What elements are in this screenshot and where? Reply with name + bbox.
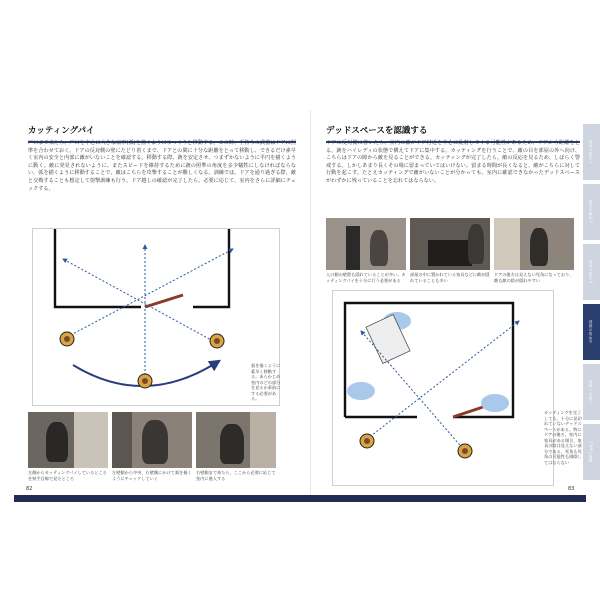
right-photo-2 <box>410 218 490 270</box>
right-photo-1 <box>326 218 406 270</box>
right-photo-3 <box>494 218 574 270</box>
sight-line-1 <box>67 249 233 337</box>
right-photo-caption-3: ドアの後方は見えない死角になっており、敵も敵の陰が隠れやすい <box>494 272 574 283</box>
left-diagram-caption: 弧を描くように素早く移動する。あらかじめ室内のどの部分を見るか事前にする必要がある。 <box>251 363 281 401</box>
right-shooter-left-icon <box>360 434 374 448</box>
right-photo-caption-2: 部屋の中に置かれている家具などに敵が隠れていることも多い <box>410 272 490 283</box>
left-page-body: 戸口まで来たら、戸口を中心に大きな扇形(弧)を描くようにゆっくりと移動する。この時、手持ちの武器はドアに照準を合わせておく。ドアの反対側の壁にたどり着くまで、ドアとの間に十分な距離をとって移動し、できるだけ素早く室内の安全と内部に敵がいないことを確認する。移動する際、銃を安定させ、つまずかないように半円を描くように動く。敵に発見されないように、またスピードを維持するために銃の照準の角度を多少犠牲にしなければならない。弧を描くように移動することで、敵はこちらを攻撃することが難しくなる。訓練では、ドアを通り過ぎる際、敵と交戦することも想定して射撃訓練も行う。ドア越しの確認が完了したら、必要に応じて、室内をさらに詳細にチェックする。 <box>28 140 296 192</box>
shooter-left-icon <box>60 332 74 346</box>
section-tab-2[interactable]: 屋内の制圧 2 <box>583 184 600 242</box>
footer-bar <box>14 495 586 502</box>
left-photo-2 <box>112 412 192 468</box>
section-tabs <box>583 110 600 495</box>
shooter-right-icon <box>210 334 224 348</box>
left-photo-3 <box>196 412 276 468</box>
section-tab-5[interactable]: 建物への進入 <box>583 364 600 422</box>
sight-line-3 <box>63 259 213 341</box>
left-page-number: 82 <box>26 486 33 492</box>
dead-space-3 <box>481 394 509 412</box>
left-heading-text: カッティングパイ <box>28 126 95 136</box>
right-page-number: 83 <box>568 486 575 492</box>
page-gutter <box>310 110 311 495</box>
book-spread <box>14 110 586 495</box>
left-photo-caption-2: 左壁側から中央、右壁側にかけて弧を描くようにチェックしていく <box>112 470 192 481</box>
shooter-center-icon <box>138 374 152 388</box>
left-diagram-svg <box>33 229 281 407</box>
right-dead-space-diagram <box>332 290 554 486</box>
right-diagram-caption: カッティングを完了しても、十分に見切れていないデッドスペースがある。特にドアの後ろ、室内に家具がある場合、家具の陰は見えない部分である。死角も死角の可能性も排除してはならない <box>544 410 582 465</box>
left-photo-caption-1: 左側からカッティングパイしているところを射手目線で見たところ <box>28 470 107 481</box>
left-room-wall <box>55 229 141 307</box>
dead-space-2 <box>347 382 375 400</box>
left-room-wall-right <box>193 229 229 307</box>
section-tab-4-active[interactable]: 部屋の攻め方 <box>583 304 600 362</box>
door-icon <box>145 295 183 307</box>
section-tab-1[interactable]: 屋内の制圧 1 <box>583 124 600 182</box>
left-photo-caption-3: 右壁側まで来たら、ここから必要に応じて室内に進入する <box>196 470 276 481</box>
right-page-body: ドアの反対側に着いたら、室内の敵がドア付近を中心に乱射してくる可能性があるため、ドアから距離をとる。銃をハイレディの状態で構えてドアに集中する。カッティングを行うことで、敵の目を部屋の外へ向け、こちらはドアの隙から敵を見ることができる。カッティングが完了したら、敵の反応を見るため、しばらく警戒する。しかしあまり長くその場に留まっていてはいけない。留まる時間が長くなると、敵がこちらに対して行動を起こす。たとえカッティングで敵がいないことが分かっても、室内に確認できなかったデッドスペースがわずかに残っていることを忘れてはならない。 <box>326 140 580 184</box>
left-photo-1 <box>28 412 108 468</box>
section-tab-6[interactable]: CQBの訓練 <box>583 424 600 482</box>
right-photo-caption-1: 入口側の壁際も隠れていることが多い。カッティングパイを十分に行う必要がある <box>326 272 406 283</box>
left-cutting-pie-diagram <box>32 228 280 406</box>
right-shooter-right-icon <box>458 444 472 458</box>
section-tab-3[interactable]: 屋内の制圧 3 <box>583 244 600 302</box>
right-diagram-svg <box>333 291 555 487</box>
right-door-icon <box>453 407 483 417</box>
right-heading-text: デッドスペースを認識する <box>326 126 428 136</box>
